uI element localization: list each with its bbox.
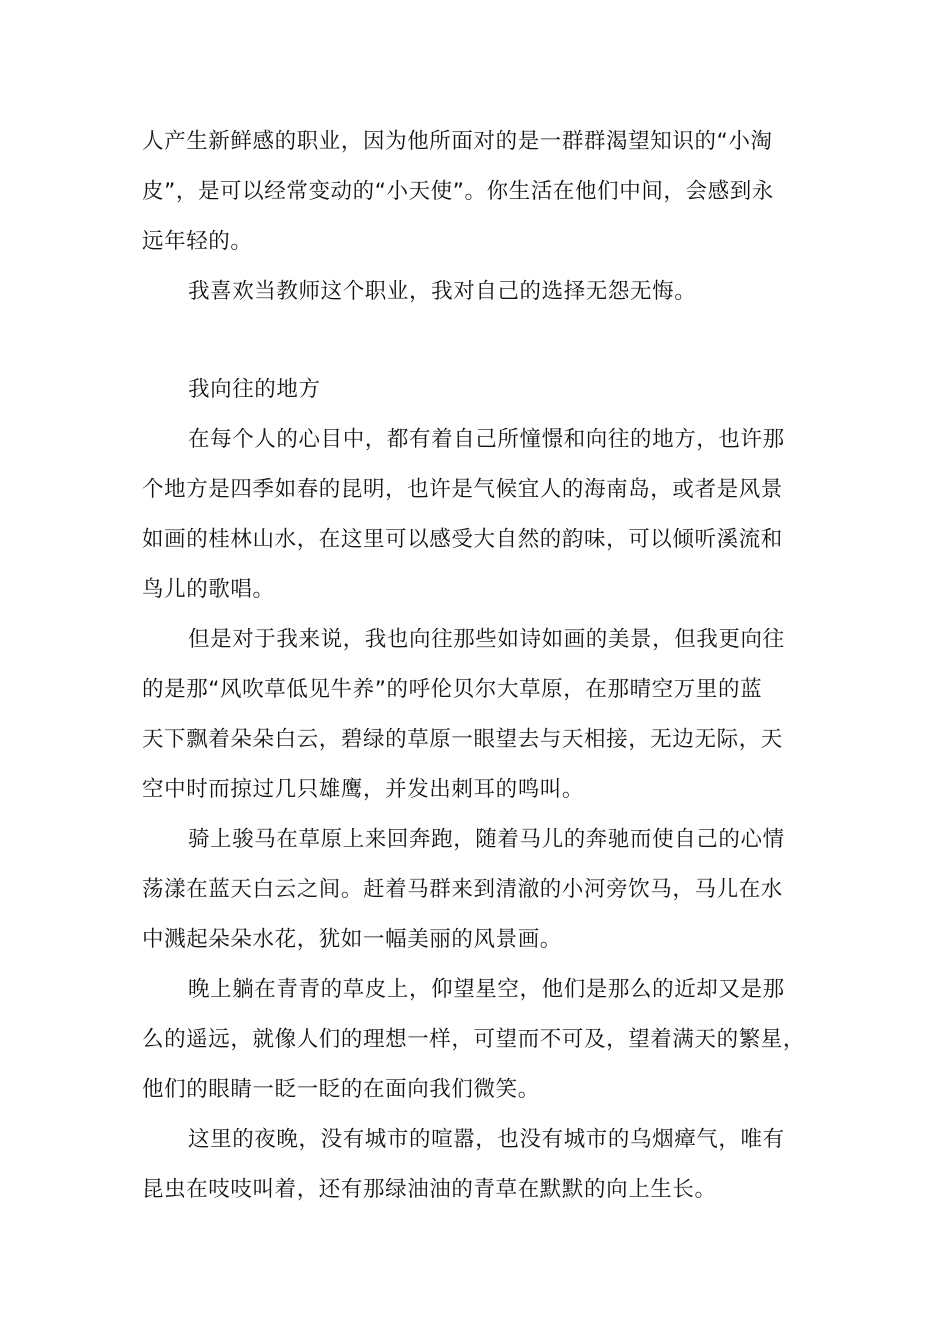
text-line: 晚上躺在青青的草皮上，仰望星空，他们是那么的近却又是那 [188,977,785,1002]
text-line: 这里的夜晚，没有城市的喧嚣，也没有城市的乌烟瘴气，唯有 [188,1127,785,1152]
text-line: 的是那“风吹草低见牛养”的呼伦贝尔大草原，在那晴空万里的蓝 [142,677,763,702]
text-line: 中溅起朵朵水花，犹如一幅美丽的风景画。 [142,927,562,952]
text-line: 昆虫在吱吱叫着，还有那绿油油的青草在默默的向上生长。 [142,1177,717,1202]
text-line: 人产生新鲜感的职业，因为他所面对的是一群群渴望知识的“小淘 [142,129,773,154]
text-line: 在每个人的心目中，都有着自己所憧憬和向往的地方，也许那 [188,427,785,452]
section-heading: 我向往的地方 [188,377,321,402]
text-line: 如画的桂林山水，在这里可以感受大自然的韵味，可以倾听溪流和 [142,527,783,552]
text-line: 空中时而掠过几只雄鹰，并发出刺耳的鸣叫。 [142,777,585,802]
text-line: 远年轻的。 [142,229,253,254]
text-line: 但是对于我来说，我也向往那些如诗如画的美景，但我更向往 [188,627,785,652]
text-line: 我喜欢当教师这个职业，我对自己的选择无怨无悔。 [188,279,697,304]
text-line: 皮”，是可以经常变动的“小天使”。你生活在他们中间，会感到永 [142,179,774,204]
text-line: 鸟儿的歌唱。 [142,577,275,602]
text-line: 骑上骏马在草原上来回奔跑，随着马儿的奔驰而使自己的心情 [188,827,785,852]
text-line: 个地方是四季如春的昆明，也许是气候宜人的海南岛，或者是风景 [142,477,783,502]
text-line: 荡漾在蓝天白云之间。赶着马群来到清澈的小河旁饮马，马儿在水 [142,877,783,902]
text-line: 他们的眼睛一眨一眨的在面向我们微笑。 [142,1077,540,1102]
text-line: 么的遥远，就像人们的理想一样，可望而不可及，望着满天的繁星， [142,1027,806,1052]
text-line: 天下飘着朵朵白云，碧绿的草原一眼望去与天相接，无边无际，天 [142,727,783,752]
